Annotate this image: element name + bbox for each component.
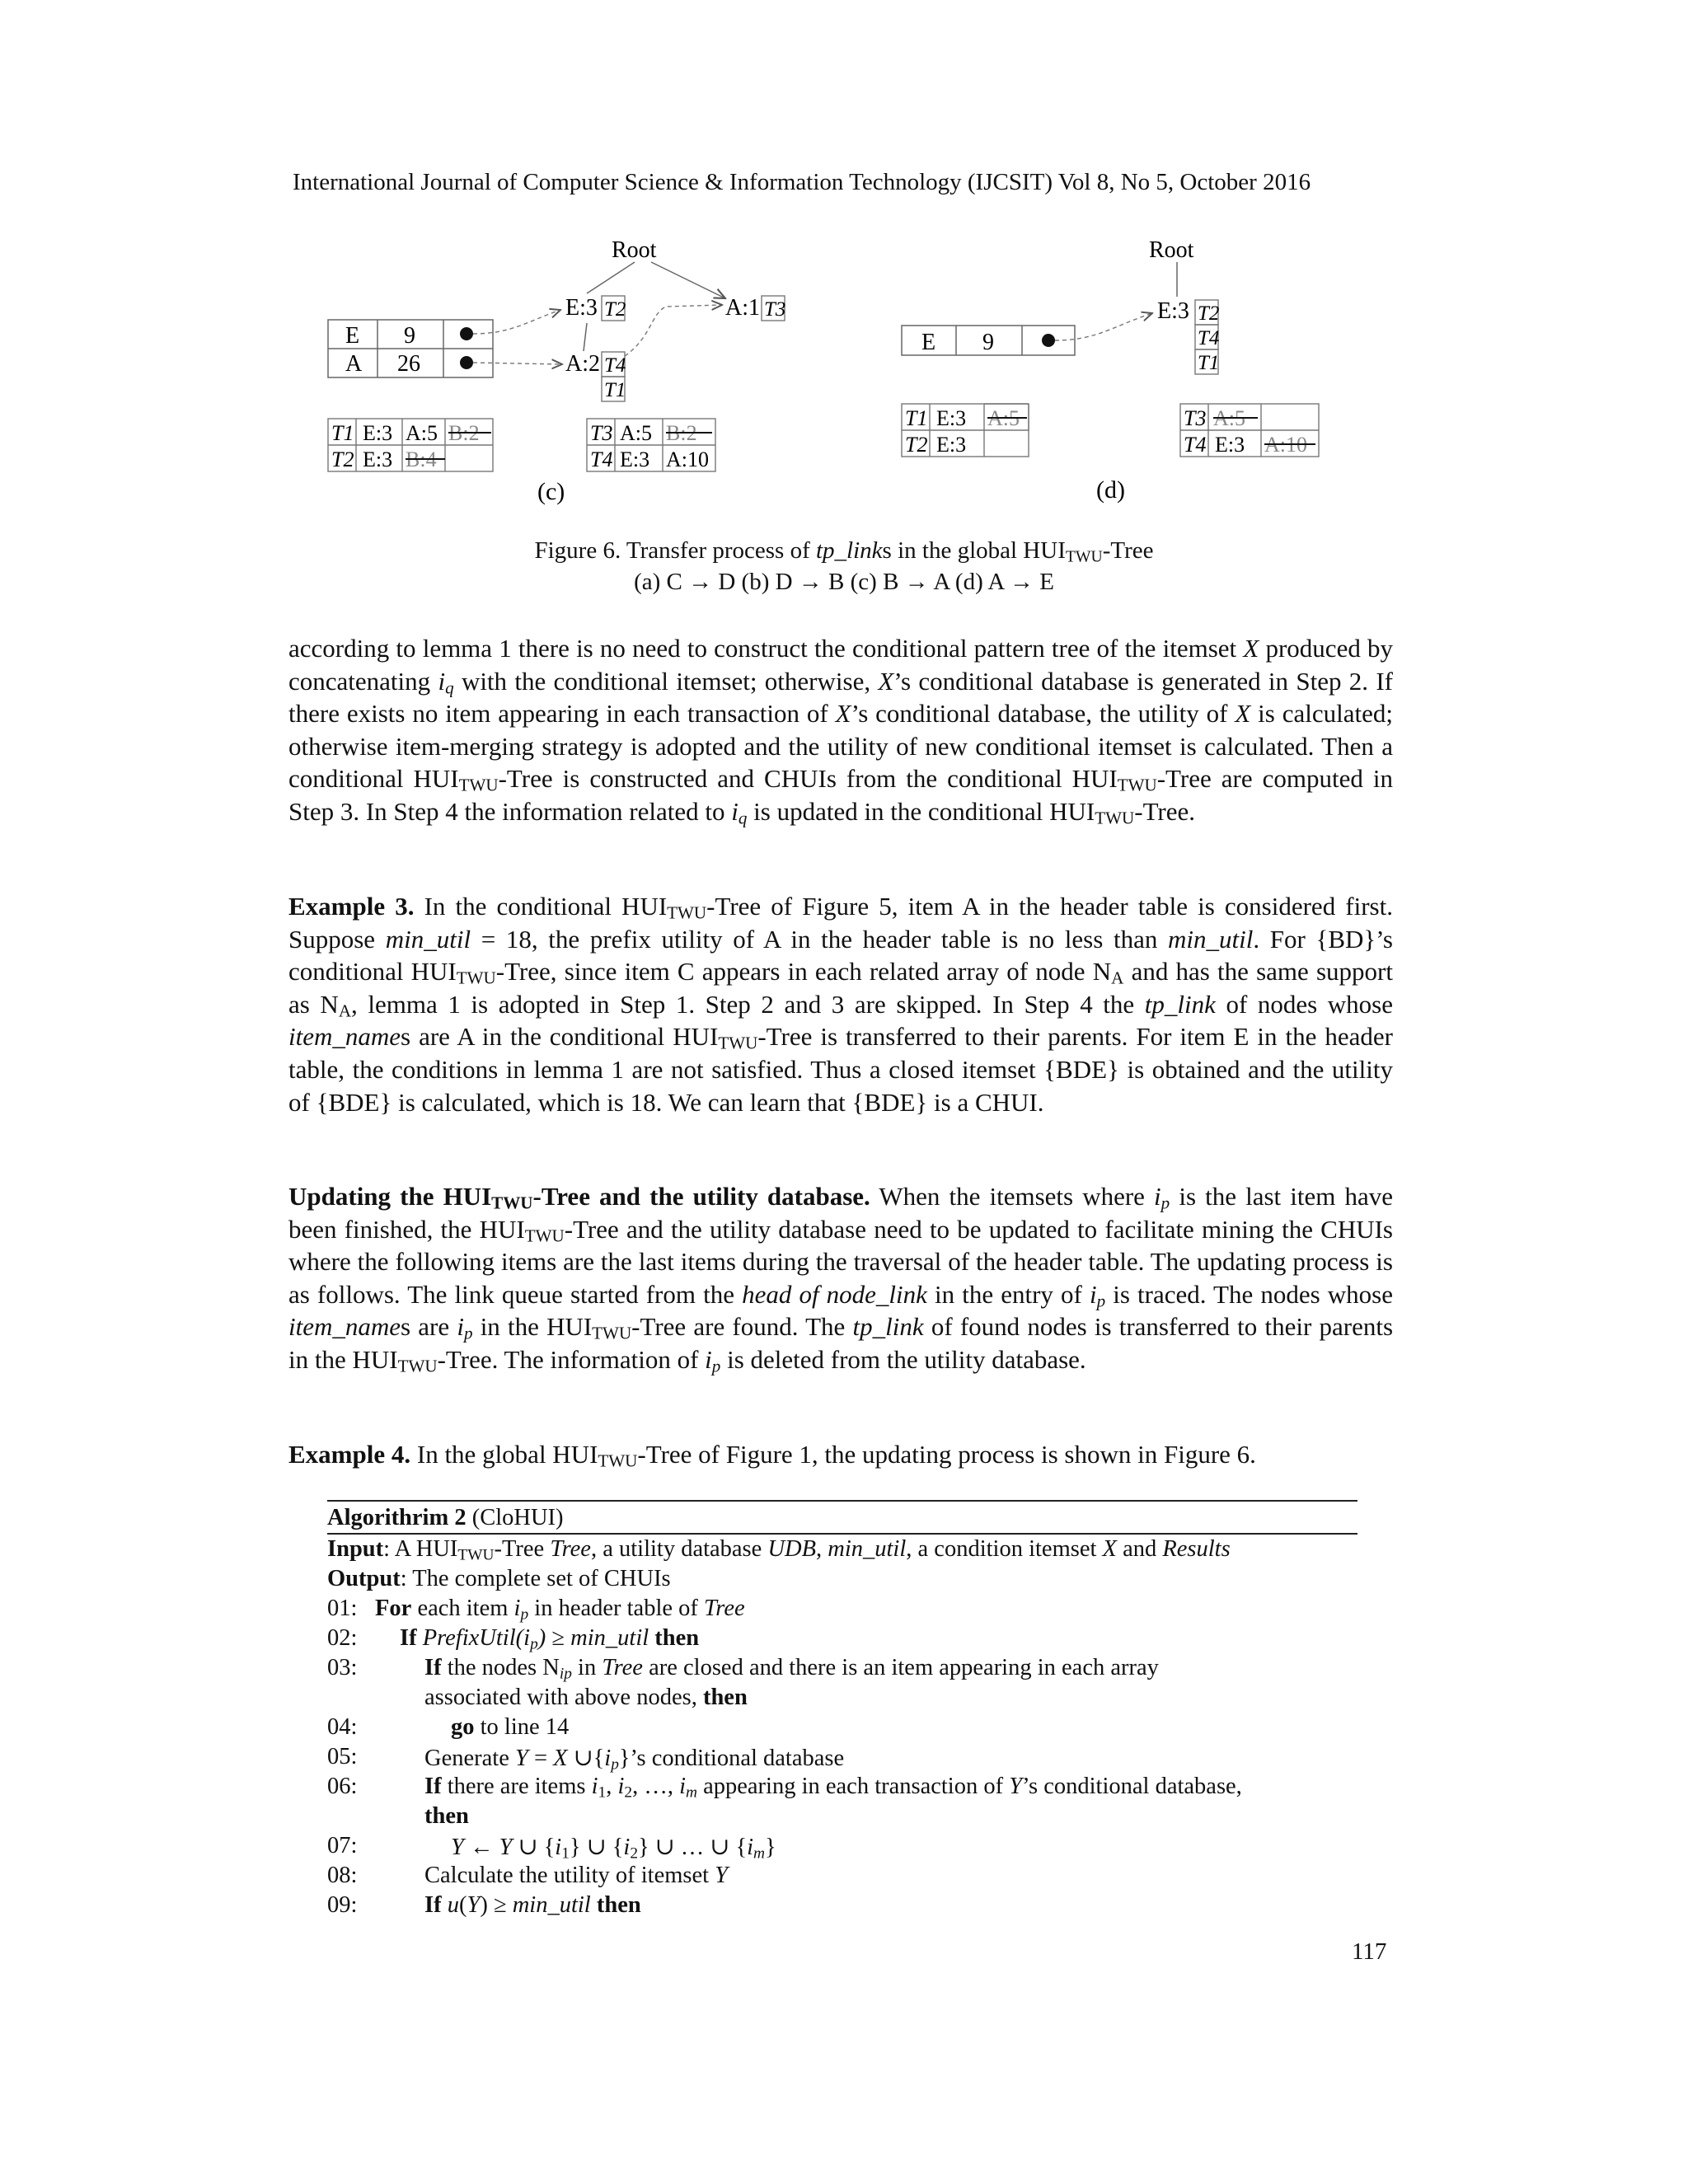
figure-6 — [0, 0, 1688, 511]
algorithm-line-01: For each item $i_p$ in header table of Tree — [375, 1596, 745, 1624]
algorithm-line-number: 06: — [327, 1774, 358, 1799]
svg-text:T4: T4 — [590, 448, 613, 471]
paragraph-example-3: Example 3. In the conditional $HUI_{TWU}$-Tree of Figure 5, item A in the header table is considered first. Suppose min_util = 18, the prefix utility of A in the header table is no less than min_util. For {BD}’s conditional $HUI_{TWU}$-Tree, since item C appears in each related array of node $N_A$ and has the same support as $N_A$, lemma 1 is adopted in Step 1. Step 2 and 3 are skipped. In Step 4 the tp_link of nodes whose item_names are A in the conditional $HUI_{TWU}$-Tree is transferred to their parents. For item E in the header table, the conditions in lemma 1 are not satisfied. Thus a closed itemset {BDE} is obtained and the utility of {BDE} is calculated, which is 18. We can learn that {BDE} is a CHUI. — [288, 892, 1394, 1117]
panel-d-label: (d) — [1096, 476, 1125, 504]
svg-text:E:3: E:3 — [620, 448, 650, 471]
algorithm-line-number: 03: — [327, 1655, 358, 1680]
panel-c-node-a2-tag-2: T1 — [604, 379, 626, 401]
svg-text:E:3: E:3 — [936, 406, 967, 430]
panel-c-root-edge-e — [587, 262, 635, 293]
svg-text:T3: T3 — [1184, 406, 1207, 430]
panel-c-label: (c) — [537, 478, 565, 505]
svg-text:E:3: E:3 — [363, 448, 393, 471]
algorithm-line-number: 05: — [327, 1744, 358, 1769]
algorithm-output: Output: The complete set of CHUIs — [327, 1566, 671, 1591]
panel-c-utility-table-2 — [587, 419, 715, 471]
algorithm-line-03-cont: associated with above nodes, then — [424, 1685, 748, 1710]
svg-text:B:2: B:2 — [448, 421, 480, 445]
panel-d-header-value-e: 9 — [982, 330, 994, 355]
paragraph-updating: Updating the $HUI_{TWU}$-Tree and the utility database. When the itemsets where $i_p$ is the last item have been finished, the $HUI_{TWU}$-Tree and the utility database need to be updated to facilitate mining the CHUIs where the following items are the last items during the traversal of the header table. The updating process is as follows. The link queue started from the head of node_link in the entry of $i_p$ is traced. The nodes whose item_names are $i_p$ in the $HUI_{TWU}$-Tree are found. The tp_link of found nodes is transferred to their parents in the $HUI_{TWU}$-Tree. The information of $i_p$ is deleted from the utility database. — [288, 1182, 1394, 1376]
algorithm-line-06: If there are items $i_1$, $i_2$, …, $i_m$ appearing in each transaction of Y’s conditional database, — [424, 1774, 1242, 1802]
algorithm-line-09: If u(Y) ≥ min_util then — [424, 1892, 641, 1918]
algorithm-line-number: 08: — [327, 1863, 358, 1888]
algorithm-line-number: 07: — [327, 1833, 358, 1858]
algorithm-line-number: 01: — [327, 1596, 358, 1621]
panel-c-root-edge-a1 — [651, 262, 725, 298]
algorithm-title-rule — [327, 1533, 1357, 1535]
svg-text:T2: T2 — [331, 448, 354, 471]
paragraph-lemma: according to lemma 1 there is no need to construct the conditional pattern tree of the itemset X produced by concatenating $i_q$ with the conditional itemset; otherwise, X’s conditional database is generated in Step 2. If there exists no item appearing in each transaction of X’s conditional database, the utility of X is calculated; otherwise item-merging strategy is adopted and the utility of new conditional itemset is calculated. Then a conditional $HUI_{TWU}$-Tree is constructed and CHUIs from the conditional $HUI_{TWU}$-Tree are computed in Step 3. In Step 4 the information related to $i_q$ is updated in the conditional $HUI_{TWU}$-Tree. — [288, 634, 1394, 828]
algorithm-line-07: Y ← Y ∪ $\{i_1\}$ ∪ $\{i_2\}$ ∪ … ∪ $\{i_m\}$ — [451, 1835, 776, 1863]
svg-text:T1: T1 — [905, 406, 928, 430]
panel-d-node-e: E:3 — [1157, 298, 1189, 324]
panel-c-header-value-e: 9 — [404, 323, 415, 349]
svg-text:T3: T3 — [590, 421, 613, 445]
panel-d-utility-table-2 — [1180, 404, 1319, 457]
svg-text:A:5: A:5 — [406, 421, 438, 445]
algorithm-line-number: 09: — [327, 1892, 358, 1918]
panel-c-header-item-e: E — [345, 323, 360, 349]
panel-d-node-e-tag-3: T1 — [1198, 352, 1220, 374]
algorithm-line-04: go to line 14 — [451, 1714, 570, 1740]
figure-6-svg — [0, 0, 1688, 511]
panel-d-header-item-e: E — [921, 330, 936, 355]
svg-text:A:5: A:5 — [987, 406, 1020, 430]
svg-text:E:3: E:3 — [936, 433, 967, 457]
svg-text:A:10: A:10 — [666, 448, 709, 471]
running-header: International Journal of Computer Science & Information Technology (IJCSIT) Vol 8, No 5, October 2016 — [293, 169, 1311, 195]
algorithm-line-06-cont: then — [424, 1803, 469, 1829]
algorithm-2 — [327, 1500, 1357, 1929]
panel-c-header-value-a: 26 — [397, 351, 420, 377]
algorithm-line-05: Generate Y = X $\cup\{i_p\}’s$ conditional database — [424, 1746, 845, 1774]
page-number: 117 — [1352, 1938, 1387, 1965]
panel-c-node-a2: A:2 — [565, 351, 600, 377]
svg-text:B:2: B:2 — [666, 421, 697, 445]
panel-c-node-e: E:3 — [565, 295, 598, 321]
algorithm-input: Input: A $HUI_{TWU}$-Tree Tree, a utility database UDB, min_util, a condition itemset X and Results — [327, 1536, 1231, 1564]
panel-c-header-item-a: A — [345, 351, 363, 377]
panel-c-edge-e-a2 — [584, 323, 587, 351]
panel-d-node-e-tag-1: T2 — [1198, 302, 1220, 325]
svg-text:B:4: B:4 — [406, 448, 437, 471]
svg-text:T1: T1 — [331, 421, 354, 445]
svg-text:T4: T4 — [1184, 433, 1207, 457]
panel-d-utility-table-1 — [902, 404, 1029, 457]
panel-c-utility-table-1 — [328, 419, 493, 471]
figure-caption-line2: (a) C → D (b) D → B (c) B → A (d) A → E — [634, 569, 1054, 595]
panel-d-root: Root — [1149, 237, 1194, 263]
paragraph-example-4: Example 4. In the global $HUI_{TWU}$-Tree of Figure 1, the updating process is shown in Figure 6. — [288, 1440, 1256, 1471]
algorithm-title: Algorithrim 2 (CloHUI) — [327, 1505, 564, 1530]
panel-c-header-pointer-e — [460, 327, 473, 340]
svg-text:T2: T2 — [905, 433, 928, 457]
panel-c-node-link-a — [625, 305, 722, 356]
panel-c-node-e-tag: T2 — [604, 298, 626, 321]
panel-c-header-link-a — [473, 363, 562, 364]
panel-c-node-a2-tag-1: T4 — [604, 354, 626, 377]
algorithm-line-number: 02: — [327, 1625, 358, 1651]
panel-c-node-a1-tag: T3 — [764, 298, 786, 321]
algorithm-line-02: If $PrefixUtil(i_p)$ ≥ min_util then — [400, 1625, 700, 1653]
algorithm-line-03: If the nodes $N_{ip}$ in Tree are closed and there is an item appearing in each array — [424, 1655, 1159, 1683]
panel-c-node-a1: A:1 — [725, 295, 760, 321]
svg-text:A:10: A:10 — [1264, 433, 1307, 457]
panel-c-header-link-e — [473, 310, 560, 334]
figure-caption: Figure 6. Transfer process of tp_links in the global $HUI_{TWU}$-Tree — [534, 537, 1154, 566]
panel-d-node-e-tag-2: T4 — [1198, 327, 1220, 349]
svg-text:E:3: E:3 — [1215, 433, 1245, 457]
panel-d-header-link-e — [1055, 313, 1152, 340]
panel-c-root: Root — [612, 237, 657, 263]
svg-text:E:3: E:3 — [363, 421, 393, 445]
svg-text:A:5: A:5 — [1213, 406, 1245, 430]
algorithm-line-08: Calculate the utility of itemset Y — [424, 1863, 729, 1888]
algorithm-line-number: 04: — [327, 1714, 358, 1740]
svg-text:A:5: A:5 — [620, 421, 652, 445]
panel-c-header-pointer-a — [460, 356, 473, 369]
panel-d-header-pointer-e — [1042, 334, 1055, 347]
algorithm-top-rule — [327, 1500, 1357, 1502]
